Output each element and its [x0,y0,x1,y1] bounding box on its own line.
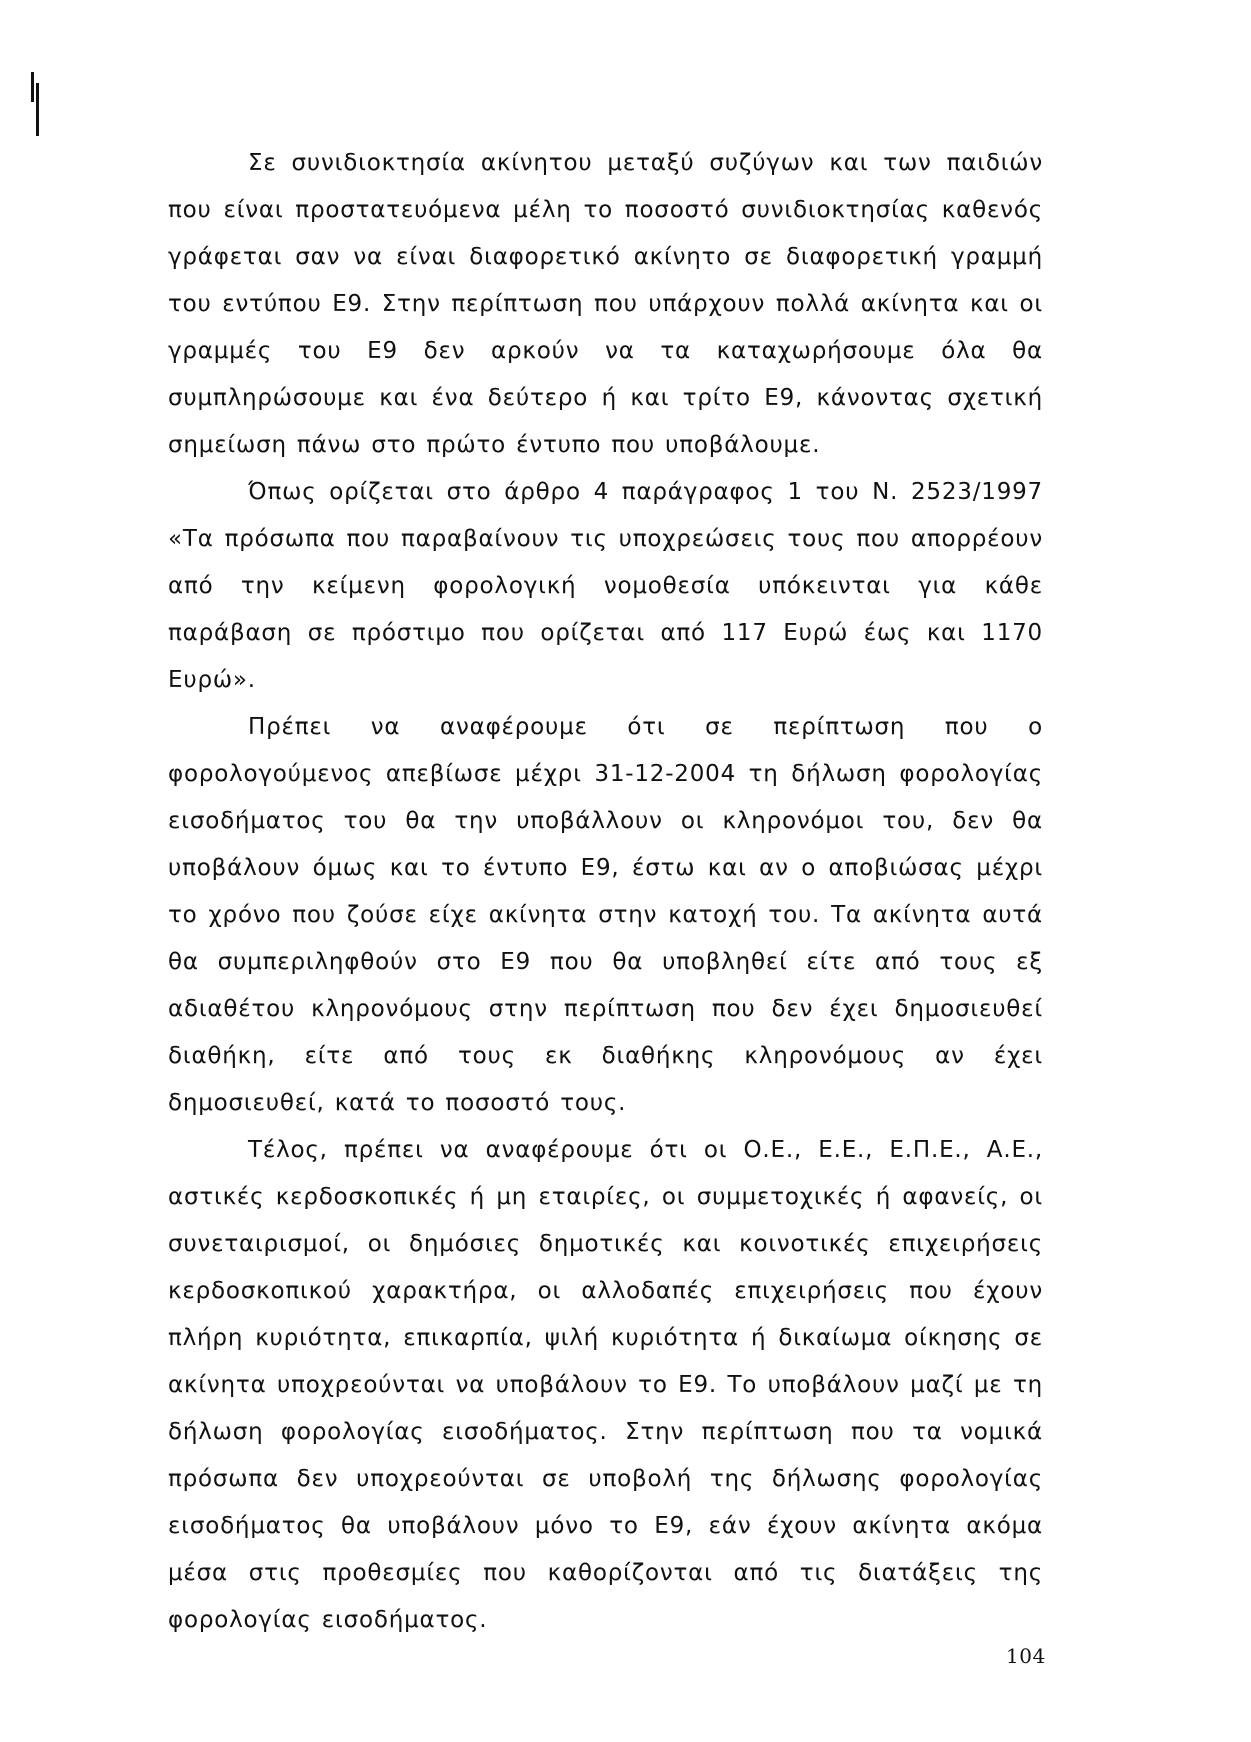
page-number: 104 [1006,1644,1046,1668]
paragraph: Τέλος, πρέπει να αναφέρουμε ότι οι Ο.Ε., Ε.Ε., Ε.Π.Ε., Α.Ε., αστικές κερδοσκοπικές ή μη εταιρίες, οι συμμετοχικές ή αφανείς, οι συνεταιρισμοί, οι δημόσιες δημοτικές και κοινοτικές επιχειρήσεις κερδοσκοπικού χαρακτήρα, οι αλλοδαπές επιχειρήσεις που έχουν πλήρη κυριότητα, επικαρπία, ψιλή κυριότητα ή δικαίωμα οίκησης σε ακίνητα υποχρεούνται να υποβάλουν το Ε9. Το υποβάλουν μαζί με τη δήλωση φορολογίας εισοδήματος. Στην περίπτωση που τα νομικά πρόσωπα δεν υποχρεούνται σε υποβολή της δήλωσης φορολογίας εισοδήματος θα υποβάλουν μόνο το Ε9, εάν έχουν ακίνητα ακόμα μέσα στις προθεσμίες που καθορίζονται από τις διατάξεις της φορολογίας εισοδήματος. [168,1137,1043,1633]
paragraph: Όπως ορίζεται στο άρθρο 4 παράγραφος 1 του Ν. 2523/1997 «Τα πρόσωπα που παραβαίνουν τις υποχρεώσεις τους που απορρέουν από την κείμενη φορολογική νομοθεσία υπόκεινται για κάθε παράβαση σε πρόστιμο που ορίζεται από 117 Ευρώ έως και 1170 Ευρώ». [168,479,1043,693]
margin-mark [36,83,39,136]
document-body [168,140,1043,1644]
paragraph: Πρέπει να αναφέρουμε ότι σε περίπτωση που ο φορολογούμενος απεβίωσε μέχρι 31-12-2004 τη δήλωση φορολογίας εισοδήματος του θα την υποβάλλουν οι κληρονόμοι του, δεν θα υποβάλουν όμως και το έντυπο Ε9, έστω και αν ο αποβιώσας μέχρι το χρόνο που ζούσε είχε ακίνητα στην κατοχή του. Τα ακίνητα αυτά θα συμπεριληφθούν στο Ε9 που θα υποβληθεί είτε από τους εξ αδιαθέτου κληρονόμους στην περίπτωση που δεν έχει δημοσιευθεί διαθήκη, είτε από τους εκ διαθήκης κληρονόμους αν έχει δημοσιευθεί, κατά το ποσοστό τους. [168,714,1043,1116]
paragraph: Σε συνιδιοκτησία ακίνητου μεταξύ συζύγων και των παιδιών που είναι προστατευόμενα μέλη το ποσοστό συνιδιοκτησίας καθενός γράφεται σαν να είναι διαφορετικό ακίνητο σε διαφορετική γραμμή του εντύπου Ε9. Στην περίπτωση που υπάρχουν πολλά ακίνητα και οι γραμμές του Ε9 δεν αρκούν να τα καταχωρήσουμε όλα θα συμπληρώσουμε και ένα δεύτερο ή και τρίτο Ε9, κάνοντας σχετική σημείωση πάνω στο πρώτο έντυπο που υποβάλουμε. [168,150,1043,458]
margin-mark [31,72,34,102]
